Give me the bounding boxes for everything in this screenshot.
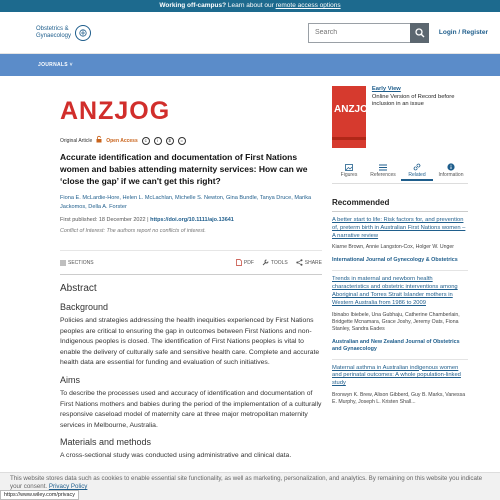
- issue-info: [332, 86, 468, 148]
- recommended-authors: Bronwyn K. Brew, Alison Gibberd, Guy B. Marks, Vanessa E. Murphy, Joseph L. Kristen Shall...: [332, 391, 466, 405]
- early-view-link[interactable]: Early View: [371, 86, 401, 92]
- list-item: [332, 360, 468, 412]
- journals-menu[interactable]: JOURNALS ˅: [38, 62, 73, 68]
- share-label: SHARE: [304, 259, 322, 266]
- tab-figures[interactable]: [333, 162, 365, 181]
- college-seal-icon: [75, 25, 91, 41]
- article-sidebar: [332, 76, 468, 412]
- status-bar-url: https://www.wiley.com/privacy: [0, 490, 79, 500]
- search-button[interactable]: [410, 23, 429, 43]
- background-heading: Background: [60, 302, 109, 312]
- methods-heading: Materials and methods: [60, 437, 152, 448]
- article-main: [60, 76, 322, 462]
- published-label: First published:: [60, 217, 99, 223]
- open-access-icon: [96, 136, 102, 145]
- recommended-title-link[interactable]: Maternal asthma in Australian indigenous women and perinatal outcomes: A whole population-linked study: [332, 364, 461, 387]
- methods-text: A cross-sectional study was conducted using administrative and clinical data.: [60, 452, 292, 460]
- recommended-title-link[interactable]: Trends in maternal and newborn health characteristics and obstetric interventions among Aboriginal and Torres Strait Islander mothers in Western Australia from 1986 to 2009: [332, 276, 458, 306]
- recommended-journal: International Journal of Gynecology & Obstetrics: [332, 257, 458, 264]
- publication-info: First published: 18 December 2022 | https://doi.org/10.1111/ajo.13641: [60, 217, 234, 223]
- by-license-icon: i: [154, 137, 162, 145]
- journal-nav-band: [0, 54, 500, 76]
- tools-label: TOOLS: [270, 259, 288, 266]
- aims-text: To describe the processes used and accuracy of identification and documentation of First Nations mothers and babies during the period of the implementation of a culturally responsive caseload model of maternity care at three major metropolitan maternity services in Melbourne, Australia.: [60, 389, 322, 429]
- article-type: Original Article: [60, 137, 93, 144]
- tools-button[interactable]: [262, 259, 288, 266]
- pdf-label: PDF: [243, 259, 254, 266]
- pdf-button[interactable]: [236, 259, 254, 266]
- remote-access-link[interactable]: remote access options: [275, 2, 341, 9]
- article-authors[interactable]: Fiona E. McLardie-Hore, Helen L. McLachlan, Michelle S. Newton, Gina Bundle, Tanya Druce, Marika Jackomos, Della A. Forster: [60, 195, 312, 210]
- list-item: [332, 271, 468, 359]
- early-view-description: Online Version of Record before inclusion in an issue: [371, 93, 455, 107]
- banner-text: Learn about our: [226, 2, 276, 9]
- recommended-authors: Ibinabo Ibiebele, Una Gubhaju, Catherine Chamberlain, Bridgette Mcnamara, Grace Joshy, Jeremy Oats, Fiona Stanley, Sandra Eades: [332, 311, 460, 332]
- share-button[interactable]: [296, 259, 322, 266]
- search-icon: [415, 28, 425, 38]
- cc-license-icon: c: [142, 137, 150, 145]
- search-input[interactable]: [308, 23, 410, 43]
- cookie-text: This website stores data such as cookies to enable essential site functionality, as well as marketing, personalization, and analytics. By remaining on this website you indicate your consent.: [10, 475, 483, 491]
- tab-references[interactable]: [367, 162, 399, 181]
- journal-logo[interactable]: [36, 25, 266, 41]
- tab-references-label: References: [370, 172, 396, 178]
- info-icon: [447, 163, 455, 171]
- journal-cover-image[interactable]: [332, 86, 376, 148]
- logo-line-2: Gynaecology: [36, 32, 72, 39]
- aims-heading: Aims: [60, 374, 80, 385]
- article-meta-row: [60, 136, 322, 145]
- article-title: Accurate identification and documentation of First Nations women and babies attending maternity services: How can we ‘close the gap’ if we can't get this right?: [60, 152, 308, 186]
- link-icon: [413, 163, 421, 171]
- image-icon: [345, 164, 353, 171]
- abstract-section: [60, 274, 322, 462]
- conflict-of-interest: [60, 228, 322, 234]
- cover-logo: ANZJOG: [334, 104, 376, 115]
- privacy-policy-link[interactable]: Privacy Policy: [48, 483, 88, 491]
- coi-label: Conflict of Interest:: [60, 228, 105, 234]
- sidebar-tabs: [332, 162, 468, 184]
- login-register-link[interactable]: Login / Register: [438, 29, 488, 36]
- page-content: [0, 76, 500, 472]
- recommended-authors: Kiarne Brown, Annie Langston-Cox, Holger W. Unger: [332, 244, 454, 251]
- tab-related[interactable]: [401, 162, 433, 181]
- share-icon: [296, 259, 303, 266]
- doi-link[interactable]: https://doi.org/10.1111/ajo.13641: [150, 217, 234, 223]
- nd-license-icon: =: [178, 137, 186, 145]
- open-access-label: Open Access: [106, 137, 138, 144]
- search-box: [308, 23, 429, 43]
- coi-text: The authors report no conflicts of interest.: [104, 228, 206, 234]
- list-icon: [60, 260, 66, 266]
- banner-bold: Working off-campus?: [159, 2, 227, 9]
- tab-information-label: Information: [438, 172, 464, 178]
- abstract-heading: Abstract: [60, 283, 97, 294]
- background-text: Policies and strategies addressing the health inequities experienced by First Nations peoples are critical to ensuring the gap in outcomes between First Nations and non-Indigenous peoples is closed. The identification of First Nations peoples is vital to enable the delivery of culturally safe and sensitive health care. Complete and accurate health data are essential for funding and evaluation of such initiatives.: [60, 317, 320, 367]
- wrench-icon: [262, 259, 269, 266]
- pdf-icon: [236, 259, 242, 266]
- tab-figures-label: Figures: [340, 172, 358, 178]
- tab-related-label: Related: [408, 172, 426, 178]
- sections-button[interactable]: [60, 260, 94, 266]
- tab-information[interactable]: [435, 162, 467, 181]
- remote-access-banner: [0, 0, 500, 12]
- sections-label: SECTIONS: [68, 259, 94, 266]
- nc-license-icon: $: [166, 137, 174, 145]
- recommended-journal: Australian and New Zealand Journal of Obstetrics and Gynaecology: [332, 338, 460, 352]
- list-item: [332, 212, 468, 271]
- recommended-heading: Recommended: [332, 198, 468, 212]
- anzjog-brand: [60, 96, 322, 126]
- logo-line-1: Obstetrics &: [36, 25, 69, 32]
- site-header: [0, 12, 500, 54]
- recommended-title-link[interactable]: A better start to life: Risk factors for, and prevention of, preterm birth in Australian First Nations women – A narrative review: [332, 217, 466, 239]
- published-date: 18 December 2022: [98, 217, 146, 223]
- anzjog-logo: ANZJOG: [60, 96, 171, 125]
- article-toolbar: [60, 250, 322, 266]
- list-icon: [379, 164, 387, 171]
